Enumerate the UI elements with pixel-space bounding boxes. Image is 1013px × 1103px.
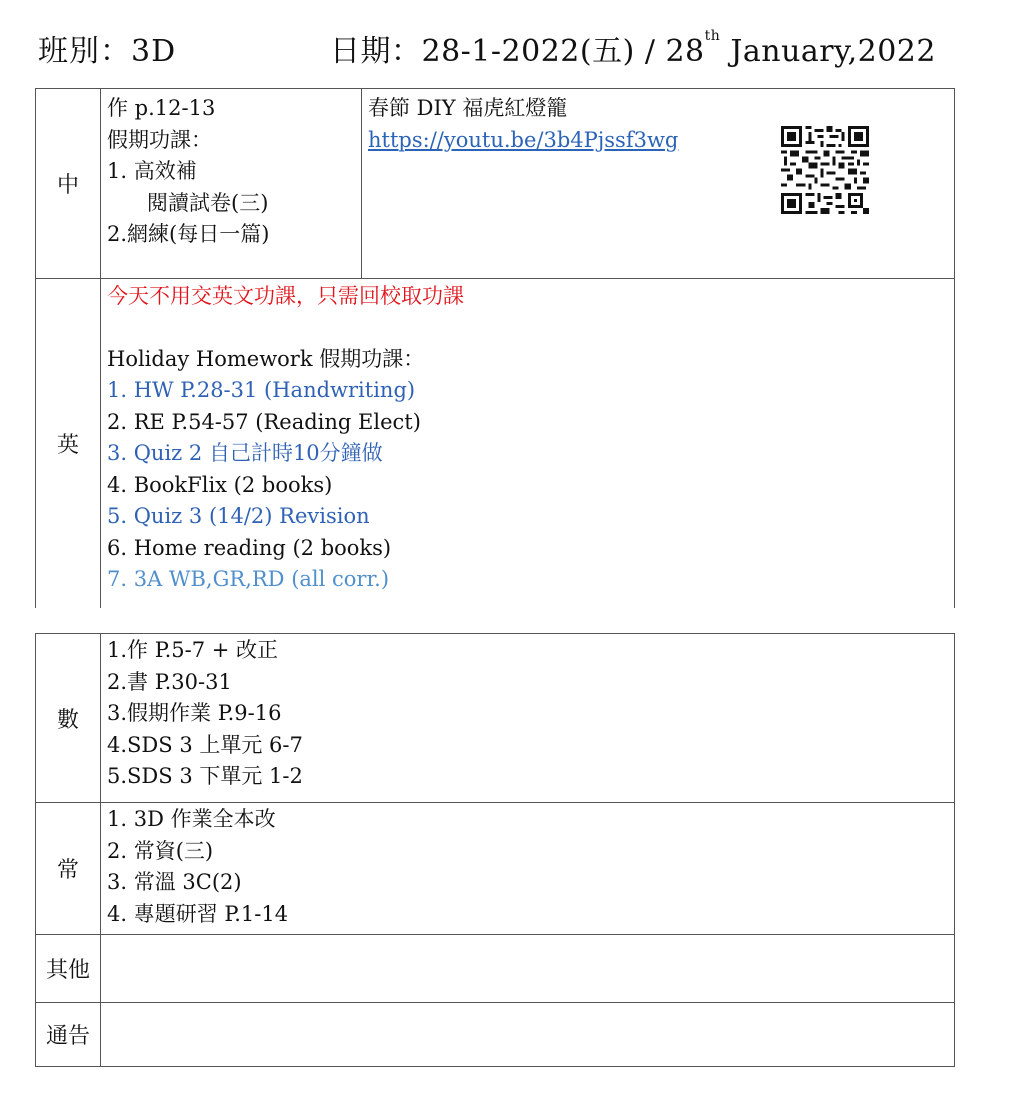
- english-item: 2. RE P.54-57 (Reading Elect): [107, 409, 421, 434]
- english-homework: [101, 279, 955, 609]
- gs-item: 4. 專題研習 P.1-14: [107, 901, 289, 926]
- math-item: 3.假期作業 P.9-16: [107, 701, 282, 725]
- math-item: 5.SDS 3 下單元 1-2: [107, 764, 303, 788]
- activity-title: 春節 DIY 福虎紅燈籠: [368, 96, 568, 120]
- gs-homework: [101, 803, 955, 935]
- subject-chinese: 中: [36, 89, 101, 279]
- subject-english: 英: [36, 279, 101, 609]
- english-item: 7. 3A WB,GR,RD (all corr.): [107, 567, 390, 591]
- subject-notice: 通告: [36, 1003, 101, 1067]
- english-item: 1. HW P.28-31 (Handwriting): [107, 378, 416, 402]
- chinese-homework: [101, 89, 362, 279]
- class-label: 班別：3D: [38, 34, 177, 69]
- math-item: 1.作 P.5-7 + 改正: [107, 638, 279, 662]
- math-homework: [101, 634, 955, 803]
- math-item: 2.書 P.30-31: [107, 669, 232, 694]
- row-math: [36, 634, 955, 803]
- row-notice: [36, 1003, 955, 1067]
- english-item: 3. Quiz 2 自己計時10分鐘做: [107, 441, 383, 465]
- chinese-line: 閱讀試卷(三): [147, 190, 269, 215]
- english-notice: 今天不用交英文功課，只需回校取功課: [107, 284, 464, 308]
- date-sup: th: [704, 28, 721, 44]
- row-english: [36, 279, 955, 609]
- homework-table-bottom: [35, 633, 955, 1067]
- chinese-line: 1. 高效補: [107, 159, 197, 183]
- subject-general-studies: 常: [36, 803, 101, 935]
- page-break-gap: [30, 608, 965, 632]
- notice-content: [101, 1003, 955, 1067]
- gs-item: 3. 常溫 3C(2): [107, 870, 242, 894]
- math-item: 4.SDS 3 上單元 6-7: [107, 732, 303, 757]
- english-item: 5. Quiz 3 (14/2) Revision: [107, 504, 370, 528]
- others-content: [101, 935, 955, 1003]
- chinese-line: 2.網練(每日一篇): [107, 222, 270, 246]
- page-header: [38, 26, 978, 70]
- date-label: [330, 26, 936, 70]
- subject-others: 其他: [36, 935, 101, 1003]
- row-general-studies: [36, 803, 955, 935]
- date-main: 日期：28-1-2022(五) / 28: [330, 34, 705, 69]
- gs-item: 1. 3D 作業全本改: [107, 807, 276, 831]
- english-item: 4. BookFlix (2 books): [107, 472, 333, 497]
- chinese-line: 假期功課：: [107, 127, 212, 152]
- english-heading: Holiday Homework 假期功課：: [107, 346, 425, 371]
- youtube-link[interactable]: https://youtu.be/3b4Pjssf3wg: [368, 127, 679, 152]
- english-item: 6. Home reading (2 books): [107, 535, 392, 560]
- row-others: [36, 935, 955, 1003]
- qr-code-icon: [781, 126, 869, 214]
- date-tail: January,2022: [720, 34, 936, 69]
- gs-item: 2. 常資(三): [107, 838, 214, 863]
- subject-math: 數: [36, 634, 101, 803]
- chinese-line: 作 p.12-13: [107, 96, 216, 120]
